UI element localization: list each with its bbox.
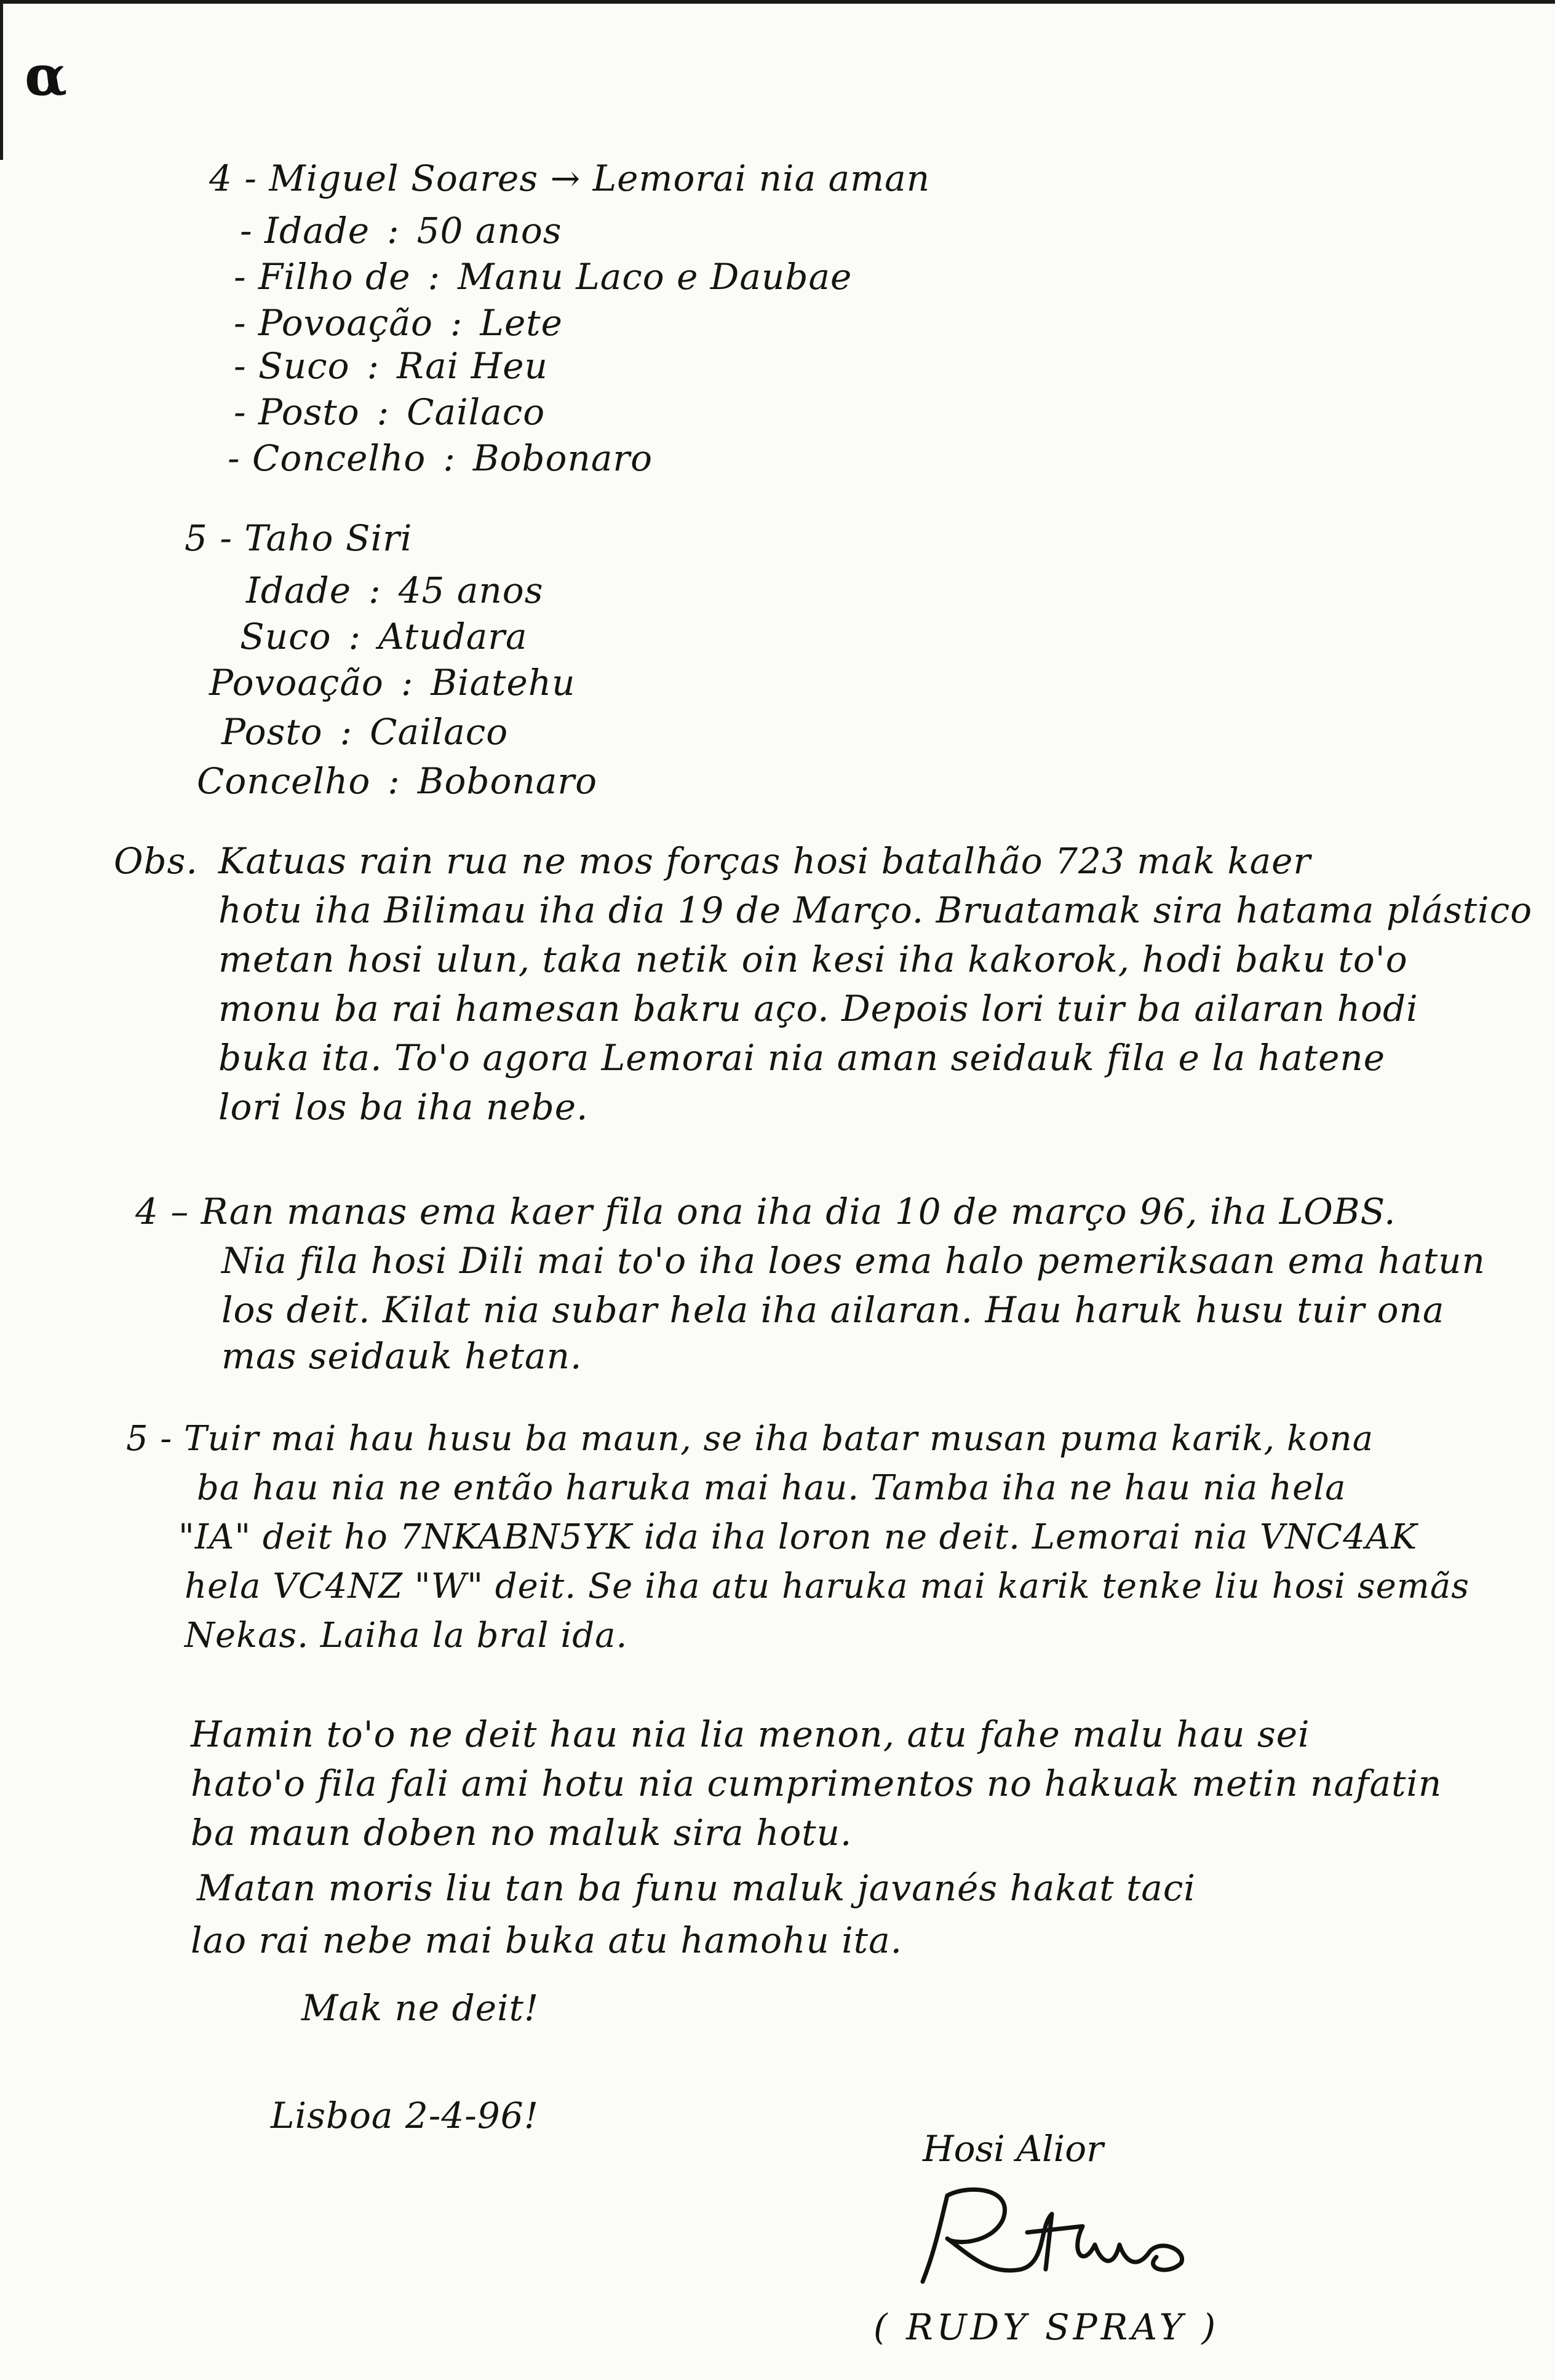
signature-block <box>873 2128 1243 2362</box>
field-value: Cailaco <box>370 711 509 753</box>
field-separator: : <box>428 256 441 298</box>
obs-line: buka ita. To'o agora Lemorai nia aman seidauk fila e la hatene <box>218 1037 1386 1079</box>
obs-line: monu ba rai hamesan bakru aço. Depois lori tuir ba ailaran hodi <box>218 988 1418 1029</box>
field-label: - Filho de <box>234 256 411 298</box>
field-value: Atudara <box>378 616 528 657</box>
field-value: Manu Laco e Daubae <box>458 256 853 298</box>
field-separator: : <box>400 662 414 704</box>
field-label: - Idade <box>240 210 370 252</box>
field-label: - Concelho <box>228 437 426 479</box>
field-label: Povoação <box>209 662 384 704</box>
field-separator: : <box>340 711 353 753</box>
section5-field <box>246 569 543 612</box>
sign-off: Mak ne deit! <box>301 1987 539 2029</box>
signature-name: ( RUDY SPRAY ) <box>873 2306 1220 2348</box>
closing-line: lao rai nebe mai buka atu hamohu ita. <box>191 1919 903 1961</box>
corner-mark: α <box>25 43 68 108</box>
field-label: - Povoação <box>234 302 433 344</box>
item4-line: Nia fila hosi Dili mai to'o iha loes ema halo pemeriksaan ema hatun <box>221 1240 1485 1282</box>
section4-heading: 4 - Miguel Soares → Lemorai nia aman <box>209 157 931 199</box>
handwritten-signature <box>898 2177 1218 2300</box>
field-label: Concelho <box>197 760 371 802</box>
closing-line: Matan moris liu tan ba funu maluk javanés hakat taci <box>197 1867 1196 1909</box>
obs-line: Katuas rain rua ne mos forças hosi batalhão 723 mak kaer <box>218 840 1311 882</box>
section5-field <box>209 661 575 704</box>
field-label: - Suco <box>234 345 350 387</box>
section5-heading: 5 - Taho Siri <box>185 517 413 559</box>
field-value: 45 anos <box>398 569 544 611</box>
section5-field <box>221 710 508 753</box>
section5-field <box>197 760 597 803</box>
closing-line: Hamin to'o ne deit hau nia lia menon, atu fahe malu hau sei <box>191 1713 1310 1755</box>
field-value: Rai Heu <box>397 345 548 387</box>
obs-line: metan hosi ulun, taka netik oin kesi iha kakorok, hodi baku to'o <box>218 938 1408 980</box>
field-separator: : <box>443 437 456 479</box>
field-label: Suco <box>240 616 332 657</box>
section4-field <box>234 344 548 387</box>
field-value: Cailaco <box>407 391 546 433</box>
section4-field <box>234 301 563 344</box>
item5-line: 5 - Tuir mai hau husu ba maun, se iha batar musan puma karik, kona <box>126 1419 1374 1459</box>
closing-line: ba maun doben no maluk sira hotu. <box>191 1812 853 1854</box>
item5-line: hela VC4NZ "W" deit. Se iha atu haruka mai karik tenke liu hosi semãs <box>185 1566 1469 1606</box>
field-label: Idade <box>246 569 352 611</box>
item4-line: 4 – Ran manas ema kaer fila ona iha dia 10 de março 96, iha LOBS. <box>135 1191 1396 1232</box>
signature-from: Hosi Alior <box>923 2128 1104 2170</box>
item5-line: ba hau nia ne então haruka mai hau. Tamba iha ne hau nia hela <box>197 1468 1346 1508</box>
place-date: Lisboa 2-4-96! <box>271 2095 539 2136</box>
obs-label: Obs. <box>114 840 198 882</box>
section4-field <box>240 209 562 252</box>
field-separator: : <box>367 345 380 387</box>
field-separator: : <box>348 616 362 657</box>
field-label: - Posto <box>234 391 360 433</box>
field-value: Bobonaro <box>472 437 653 479</box>
obs-line: lori los ba iha nebe. <box>218 1086 589 1128</box>
field-separator: : <box>387 210 400 252</box>
field-separator: : <box>450 302 463 344</box>
section4-field <box>234 255 852 298</box>
item5-line: "IA" deit ho 7NKABN5YK ida iha loron ne deit. Lemorai nia VNC4AK <box>178 1517 1418 1557</box>
scan-edge-left <box>0 0 3 160</box>
field-separator: : <box>388 760 400 802</box>
closing-line: hato'o fila fali ami hotu nia cumprimentos no hakuak metin nafatin <box>191 1763 1442 1804</box>
field-value: Biatehu <box>431 662 576 704</box>
item4-line: los deit. Kilat nia subar hela iha ailaran. Hau haruk husu tuir ona <box>221 1289 1445 1331</box>
section5-field <box>240 615 528 658</box>
obs-line: hotu iha Bilimau iha dia 19 de Março. Bruatamak sira hatama plástico <box>218 889 1533 931</box>
field-value: 50 anos <box>416 210 562 252</box>
section4-field <box>228 437 653 480</box>
item5-line: Nekas. Laiha la bral ida. <box>185 1616 628 1656</box>
section4-field <box>234 391 545 434</box>
field-value: Lete <box>480 302 563 344</box>
field-value: Bobonaro <box>417 760 598 802</box>
field-separator: : <box>368 569 381 611</box>
field-separator: : <box>376 391 390 433</box>
field-label: Posto <box>221 711 323 753</box>
scan-edge-top <box>0 0 1555 4</box>
item4-line: mas seidauk hetan. <box>221 1335 583 1377</box>
